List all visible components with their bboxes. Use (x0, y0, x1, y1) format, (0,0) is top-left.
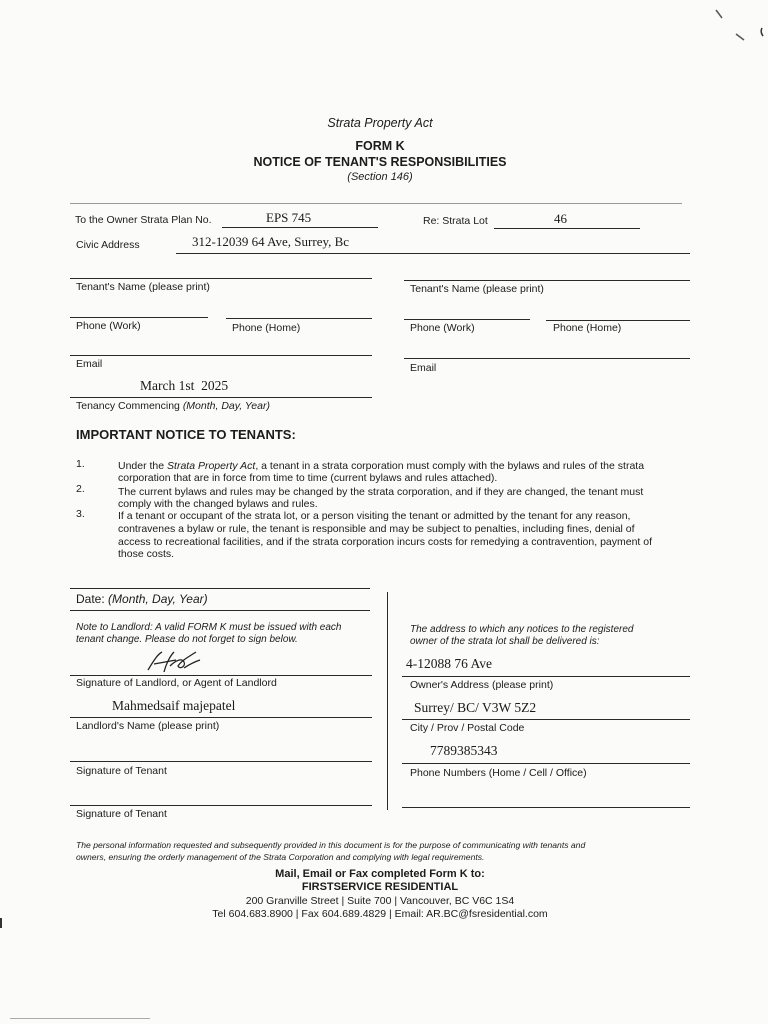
civic-address-label: Civic Address (76, 239, 140, 251)
date-label: Date: (76, 592, 105, 606)
address-note-line-2: owner of the strata lot shall be delivered is: (410, 636, 600, 647)
phone-label: Phone Numbers (Home / Cell / Office) (410, 767, 587, 779)
phone-line (402, 763, 690, 764)
tenant2-name-line (404, 280, 690, 281)
notice-num-3: 3. (76, 508, 85, 520)
phone-value[interactable]: 7789385343 (430, 743, 498, 758)
mail-instructions: Mail, Email or Fax completed Form K to: (275, 868, 485, 880)
notice-item-3-line-3: access to recreational facilities, and if the strata corporation incurs costs for remedying a contravention, payment of (118, 536, 653, 548)
strata-plan-label: To the Owner Strata Plan No. (75, 214, 212, 226)
privacy-line-1: The personal information requested and subsequently provided in this document is for the purpose of communicating with tenants and (76, 840, 586, 850)
strata-plan-line (222, 227, 378, 228)
civic-address-line (176, 253, 690, 254)
tenant-signature-label-1: Signature of Tenant (76, 765, 167, 777)
city-label: City / Prov / Postal Code (410, 722, 525, 734)
tenant1-name-label: Tenant's Name (please print) (76, 281, 210, 293)
notice-num-2: 2. (76, 483, 85, 495)
notice-item-1-act-name: Strata Property Act (167, 460, 256, 472)
tenant1-phone-home-label: Phone (Home) (232, 322, 301, 334)
tenancy-commencing-value[interactable]: March 1st 2025 (140, 378, 229, 393)
strata-plan-value[interactable]: EPS 745 (266, 210, 312, 225)
tenant2-phone-work-label: Phone (Work) (410, 322, 475, 334)
strata-lot-value[interactable]: 46 (554, 211, 567, 226)
address-note-line-1: The address to which any notices to the registered (410, 624, 634, 635)
civic-address-value[interactable]: 312-12039 64 Ave, Surrey, Bc (192, 234, 350, 249)
tenant1-phone-work-label: Phone (Work) (76, 320, 141, 332)
column-divider (387, 592, 388, 810)
scan-artifact-marks (700, 0, 768, 60)
owner-address-label: Owner's Address (please print) (410, 679, 554, 691)
landlord-note-line-2: tenant change. Please do not forget to sign below. (76, 634, 298, 645)
notice-num-1: 1. (76, 458, 85, 470)
tenant1-home-line (226, 318, 372, 319)
tenant2-phone-home-label: Phone (Home) (553, 322, 622, 334)
company-contact: Tel 604.683.8900 | Fax 604.689.4829 | Email: AR.BC@fsresidential.com (212, 908, 548, 920)
tenant2-email-line (404, 358, 690, 359)
notice-item-1-line-2: corporation that are in force from time to time (current bylaws and rules attached). (118, 472, 498, 484)
tenancy-commencing-label: Tenancy Commencing (76, 400, 180, 412)
notice-item-1-line-1 (118, 460, 644, 472)
notice-item-3-line-2: contravenes a bylaw or rule, the tenant is responsible and may be subject to penalties, including fines, denial of (118, 523, 635, 535)
tenant2-work-line (404, 319, 530, 320)
tenant1-name-line (70, 278, 372, 279)
tenant-signature-line-2 (70, 805, 372, 806)
date-label-group (76, 592, 208, 606)
notice-item-1-text-a: Under the (118, 460, 168, 472)
date-top-line (70, 588, 370, 589)
company-name: FIRSTSERVICE RESIDENTIAL (301, 881, 459, 893)
landlord-name-value[interactable]: Mahmedsaif majepatel (112, 698, 236, 713)
section-ref: (Section 146) (347, 171, 413, 183)
city-value[interactable]: Surrey/ BC/ V3W 5Z2 (414, 700, 537, 715)
tenant-signature-line-1 (70, 761, 372, 762)
strata-lot-label: Re: Strata Lot (423, 215, 488, 227)
landlord-signature-line (70, 675, 372, 676)
date-format: (Month, Day, Year) (108, 592, 208, 606)
tenant1-email-line (70, 355, 372, 356)
tenant1-email-label: Email (76, 358, 103, 370)
tenant2-home-line (546, 320, 690, 321)
city-line (402, 719, 690, 720)
landlord-name-label: Landlord's Name (please print) (76, 720, 220, 732)
date-bottom-line (70, 610, 370, 611)
form-title: NOTICE OF TENANT'S RESPONSIBILITIES (253, 155, 507, 169)
tenancy-commencing-format: (Month, Day, Year) (182, 400, 270, 412)
landlord-note-line-1: Note to Landlord: A valid FORM K must be issued with each (76, 622, 342, 633)
notice-item-1-text-b: , a tenant in a strata corporation must comply with the bylaws and rules of the strata (255, 460, 645, 472)
landlord-signature-label: Signature of Landlord, or Agent of Landlord (76, 677, 277, 689)
tenancy-commencing-label-group (76, 400, 270, 412)
tenant2-name-label: Tenant's Name (please print) (410, 283, 544, 295)
landlord-signature-mark (140, 646, 210, 678)
strata-lot-line (494, 228, 640, 229)
owner-address-value[interactable]: 4-12088 76 Ave (406, 656, 492, 671)
landlord-name-line (70, 717, 372, 718)
act-title: Strata Property Act (327, 116, 433, 130)
right-bottom-line (402, 807, 690, 808)
privacy-line-2: owners, ensuring the orderly management of the Strata Corporation and complying with legal requirements. (76, 852, 485, 862)
company-address: 200 Granville Street | Suite 700 | Vancouver, BC V6C 1S4 (245, 895, 515, 907)
notice-heading: IMPORTANT NOTICE TO TENANTS: (76, 427, 296, 442)
tenant2-email-label: Email (410, 362, 437, 374)
scan-bottom-dash (10, 1018, 150, 1019)
tenant1-work-line (70, 317, 208, 318)
header-rule (70, 203, 682, 204)
notice-item-2-line-2: comply with the changed bylaws and rules. (118, 498, 318, 510)
tenancy-commencing-line (70, 397, 372, 398)
form-label: FORM K (355, 139, 405, 153)
notice-item-3-line-4: those costs. (118, 548, 175, 560)
notice-item-3-line-1: If a tenant or occupant of the strata lot, or a person visiting the tenant or admitted by the tenant for any reason, (118, 510, 631, 522)
tenant-signature-label-2: Signature of Tenant (76, 808, 167, 820)
scan-edge-mark (0, 918, 2, 928)
notice-item-2-line-1: The current bylaws and rules may be changed by the strata corporation, and if they are changed, the tenant must (118, 486, 644, 498)
owner-address-line (402, 676, 690, 677)
